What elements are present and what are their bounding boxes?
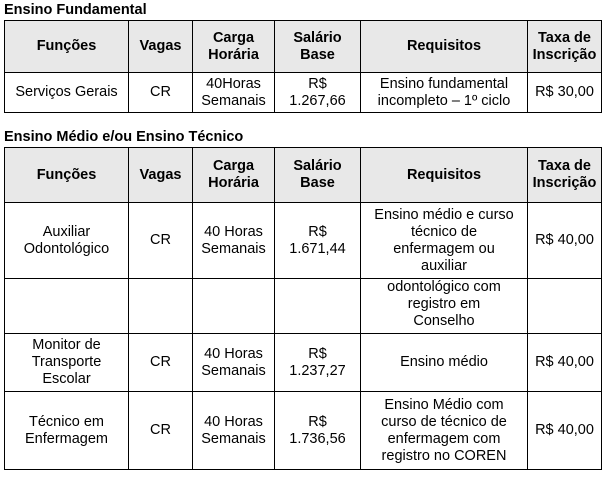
table-header-row: [5, 148, 602, 203]
table-ensino-fundamental: [4, 20, 602, 113]
cell-salario-base: [275, 279, 361, 334]
cell-vagas: CR: [129, 73, 193, 113]
cell-carga-horaria: [193, 279, 275, 334]
table-ensino-medio-tecnico: [4, 147, 602, 470]
cell-taxa-inscricao: R$ 30,00: [528, 73, 602, 113]
cell-vagas: CR: [129, 203, 193, 279]
cell-salario-base: R$ 1.267,66: [275, 73, 361, 113]
cell-requisitos: odontológico com registro em Conselho: [361, 279, 528, 334]
cell-funcao: Monitor de Transporte Escolar: [5, 334, 129, 392]
cell-taxa-inscricao: R$ 40,00: [528, 334, 602, 392]
cell-requisitos: Ensino Médio com curso de técnico de enfermagem com registro no COREN: [361, 392, 528, 470]
cell-salario-base: R$ 1.671,44: [275, 203, 361, 279]
cell-requisitos: Ensino fundamental incompleto – 1º ciclo: [361, 73, 528, 113]
header-taxa-inscricao: Taxa de Inscrição: [528, 148, 602, 203]
header-requisitos: Requisitos: [361, 21, 528, 73]
cell-requisitos: Ensino médio: [361, 334, 528, 392]
table-row: [5, 392, 602, 470]
header-vagas: Vagas: [129, 21, 193, 73]
cell-salario-base: R$ 1.237,27: [275, 334, 361, 392]
header-carga-horaria: Carga Horária: [193, 21, 275, 73]
cell-funcao: [5, 279, 129, 334]
cell-carga-horaria: 40 Horas Semanais: [193, 203, 275, 279]
cell-vagas: CR: [129, 334, 193, 392]
cell-requisitos: Ensino médio e curso técnico de enfermagem ou auxiliar: [361, 203, 528, 279]
header-carga-horaria: Carga Horária: [193, 148, 275, 203]
cell-funcao: Serviços Gerais: [5, 73, 129, 113]
cell-carga-horaria: 40Horas Semanais: [193, 73, 275, 113]
header-taxa-inscricao: Taxa de Inscrição: [528, 21, 602, 73]
table-row: [5, 73, 602, 113]
header-funcoes: Funções: [5, 148, 129, 203]
cell-taxa-inscricao: R$ 40,00: [528, 203, 602, 279]
cell-taxa-inscricao: R$ 40,00: [528, 392, 602, 470]
cell-carga-horaria: 40 Horas Semanais: [193, 392, 275, 470]
section-title-ensino-fundamental: Ensino Fundamental: [4, 2, 147, 18]
cell-taxa-inscricao: [528, 279, 602, 334]
table-row: [5, 203, 602, 279]
header-salario-base: Salário Base: [275, 21, 361, 73]
cell-funcao: Auxiliar Odontológico: [5, 203, 129, 279]
header-salario-base: Salário Base: [275, 148, 361, 203]
header-funcoes: Funções: [5, 21, 129, 73]
cell-vagas: CR: [129, 392, 193, 470]
header-vagas: Vagas: [129, 148, 193, 203]
cell-carga-horaria: 40 Horas Semanais: [193, 334, 275, 392]
header-requisitos: Requisitos: [361, 148, 528, 203]
cell-funcao: Técnico em Enfermagem: [5, 392, 129, 470]
cell-vagas: [129, 279, 193, 334]
table-row: [5, 334, 602, 392]
cell-salario-base: R$ 1.736,56: [275, 392, 361, 470]
table-header-row: [5, 21, 602, 73]
table-row: [5, 279, 602, 334]
section-title-ensino-medio-tecnico: Ensino Médio e/ou Ensino Técnico: [4, 129, 244, 145]
